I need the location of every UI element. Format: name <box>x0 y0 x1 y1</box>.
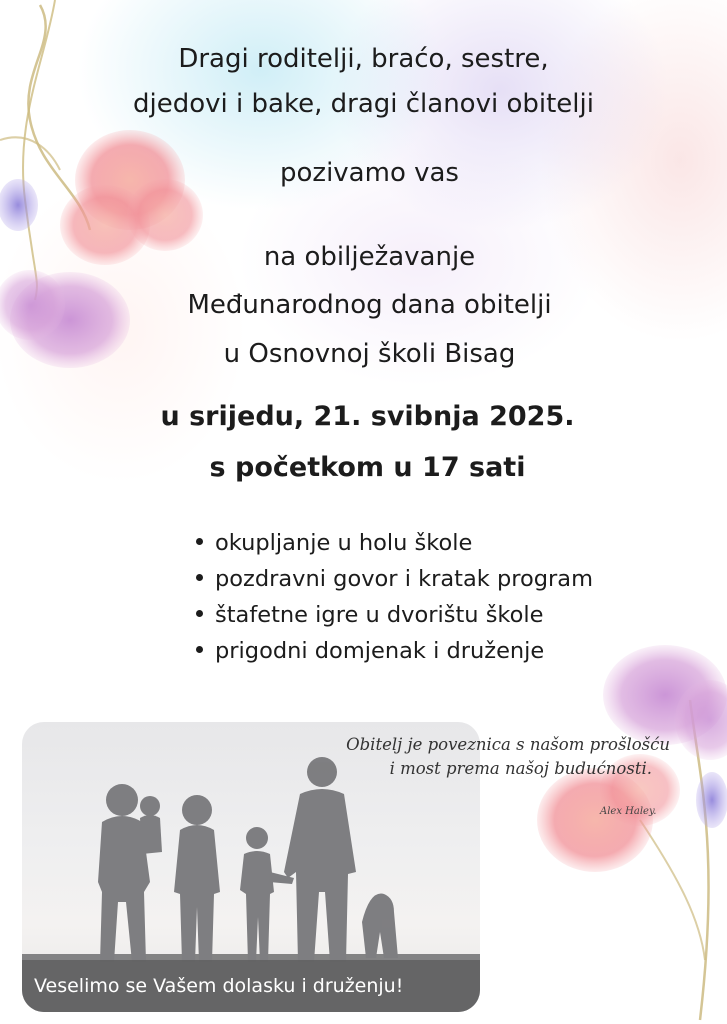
photo-caption: Veselimo se Vašem dolasku i druženju! <box>22 960 480 1012</box>
greeting-line-1: Dragi roditelji, braćo, sestre, <box>178 44 549 74</box>
invite-line: pozivamo vas <box>280 158 459 188</box>
event-line-2: Međunarodnog dana obitelji <box>187 290 552 320</box>
greeting-line-2: djedovi i bake, dragi članovi obitelji <box>133 89 594 119</box>
bullet-icon <box>196 574 203 581</box>
quote-line-1: Obitelj je poveznica s našom prošlošću <box>346 735 670 754</box>
list-item: pozdravni govor i kratak program <box>196 561 593 597</box>
bullet-icon <box>196 610 203 617</box>
family-quote <box>330 733 670 781</box>
event-line-1: na obilježavanje <box>263 242 476 272</box>
bullet-icon <box>196 538 203 545</box>
program-list <box>196 525 593 669</box>
list-item: okupljanje u holu škole <box>196 525 593 561</box>
list-item: prigodni domjenak i druženje <box>196 633 593 669</box>
event-date: u srijedu, 21. svibnja 2025. <box>160 401 575 432</box>
bullet-icon <box>196 646 203 653</box>
quote-author: Alex Haley. <box>600 806 657 817</box>
event-time: s početkom u 17 sati <box>209 452 526 483</box>
event-line-3: u Osnovnoj školi Bisag <box>223 339 516 369</box>
quote-line-2: i most prema našoj budućnosti. <box>389 759 652 778</box>
list-item: štafetne igre u dvorištu škole <box>196 597 593 633</box>
